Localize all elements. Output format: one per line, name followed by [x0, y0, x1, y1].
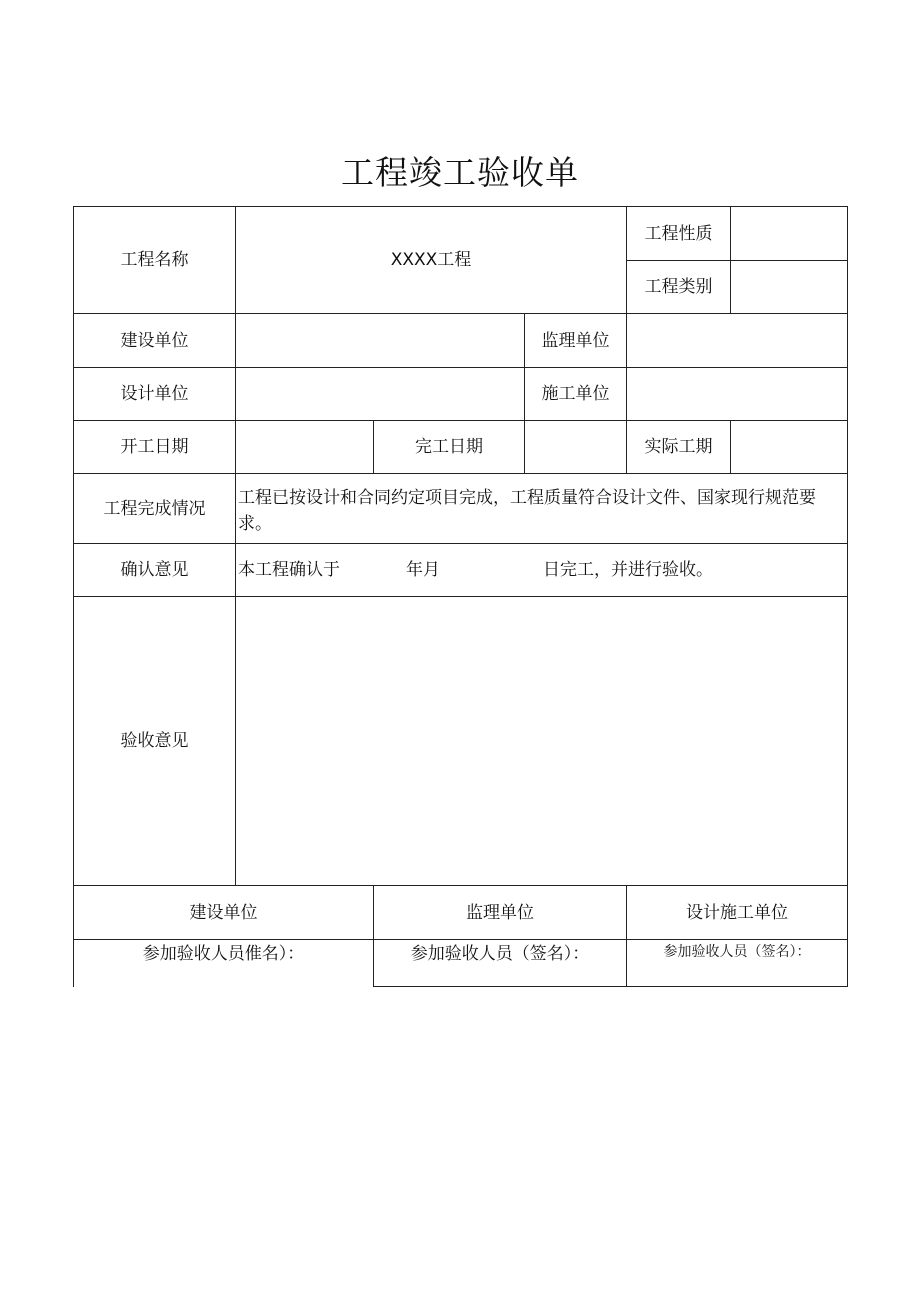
completion-status-label: 工程完成情况	[103, 498, 206, 519]
acceptance-opinion-label: 验收意见	[120, 731, 189, 751]
completion-date-label: 完工日期	[415, 437, 483, 457]
table-border-bottom	[373, 986, 848, 987]
confirmation-text-part2: 年月	[406, 560, 440, 580]
confirmation-opinion-label: 确认意见	[120, 560, 189, 580]
project-nature-label: 工程性质	[644, 223, 713, 244]
sign-supervision-field[interactable]: 参加验收人员（签名）：	[410, 944, 590, 964]
start-date-value[interactable]	[236, 421, 373, 473]
supervision-unit-value[interactable]	[627, 314, 847, 367]
page-title: 工程竣工验收单	[341, 153, 579, 192]
actual-duration-label: 实际工期	[644, 437, 713, 457]
completion-date-value[interactable]	[525, 421, 626, 473]
project-name-value[interactable]: XXXX工程	[390, 250, 472, 270]
builder-unit-label: 施工单位	[541, 384, 610, 404]
design-unit-value[interactable]	[236, 368, 524, 420]
acceptance-opinion-area[interactable]	[236, 597, 847, 885]
sign-construction-field[interactable]: 参加验收人员倠名）：	[142, 944, 305, 964]
table-border-right	[847, 206, 848, 987]
project-category-value[interactable]	[731, 261, 847, 313]
start-date-label: 开工日期	[120, 437, 189, 457]
completion-status-text: 工程已按设计和合同约定项目完成，工程质量符合设计文件、国家现行规范要求。	[238, 488, 816, 534]
project-category-label: 工程类别	[644, 277, 713, 297]
confirmation-text-part3: 日完工，并进行验收。	[543, 560, 713, 580]
sign-construction-header: 建设单位	[189, 902, 258, 923]
project-nature-value[interactable]	[731, 207, 847, 260]
confirmation-text-part1: 本工程确认于	[238, 560, 340, 580]
construction-unit-value[interactable]	[236, 314, 524, 367]
supervision-unit-label: 监理单位	[541, 330, 610, 351]
sign-design-build-field[interactable]: 参加验收人员（签名）：	[663, 944, 811, 960]
sign-supervision-header: 监理单位	[466, 902, 534, 923]
actual-duration-value[interactable]	[731, 421, 847, 473]
sign-design-build-header: 设计施工单位	[686, 902, 788, 923]
design-unit-label: 设计单位	[120, 384, 189, 404]
construction-unit-label: 建设单位	[120, 330, 189, 351]
project-name-label: 工程名称	[120, 250, 189, 270]
builder-unit-value[interactable]	[627, 368, 847, 420]
